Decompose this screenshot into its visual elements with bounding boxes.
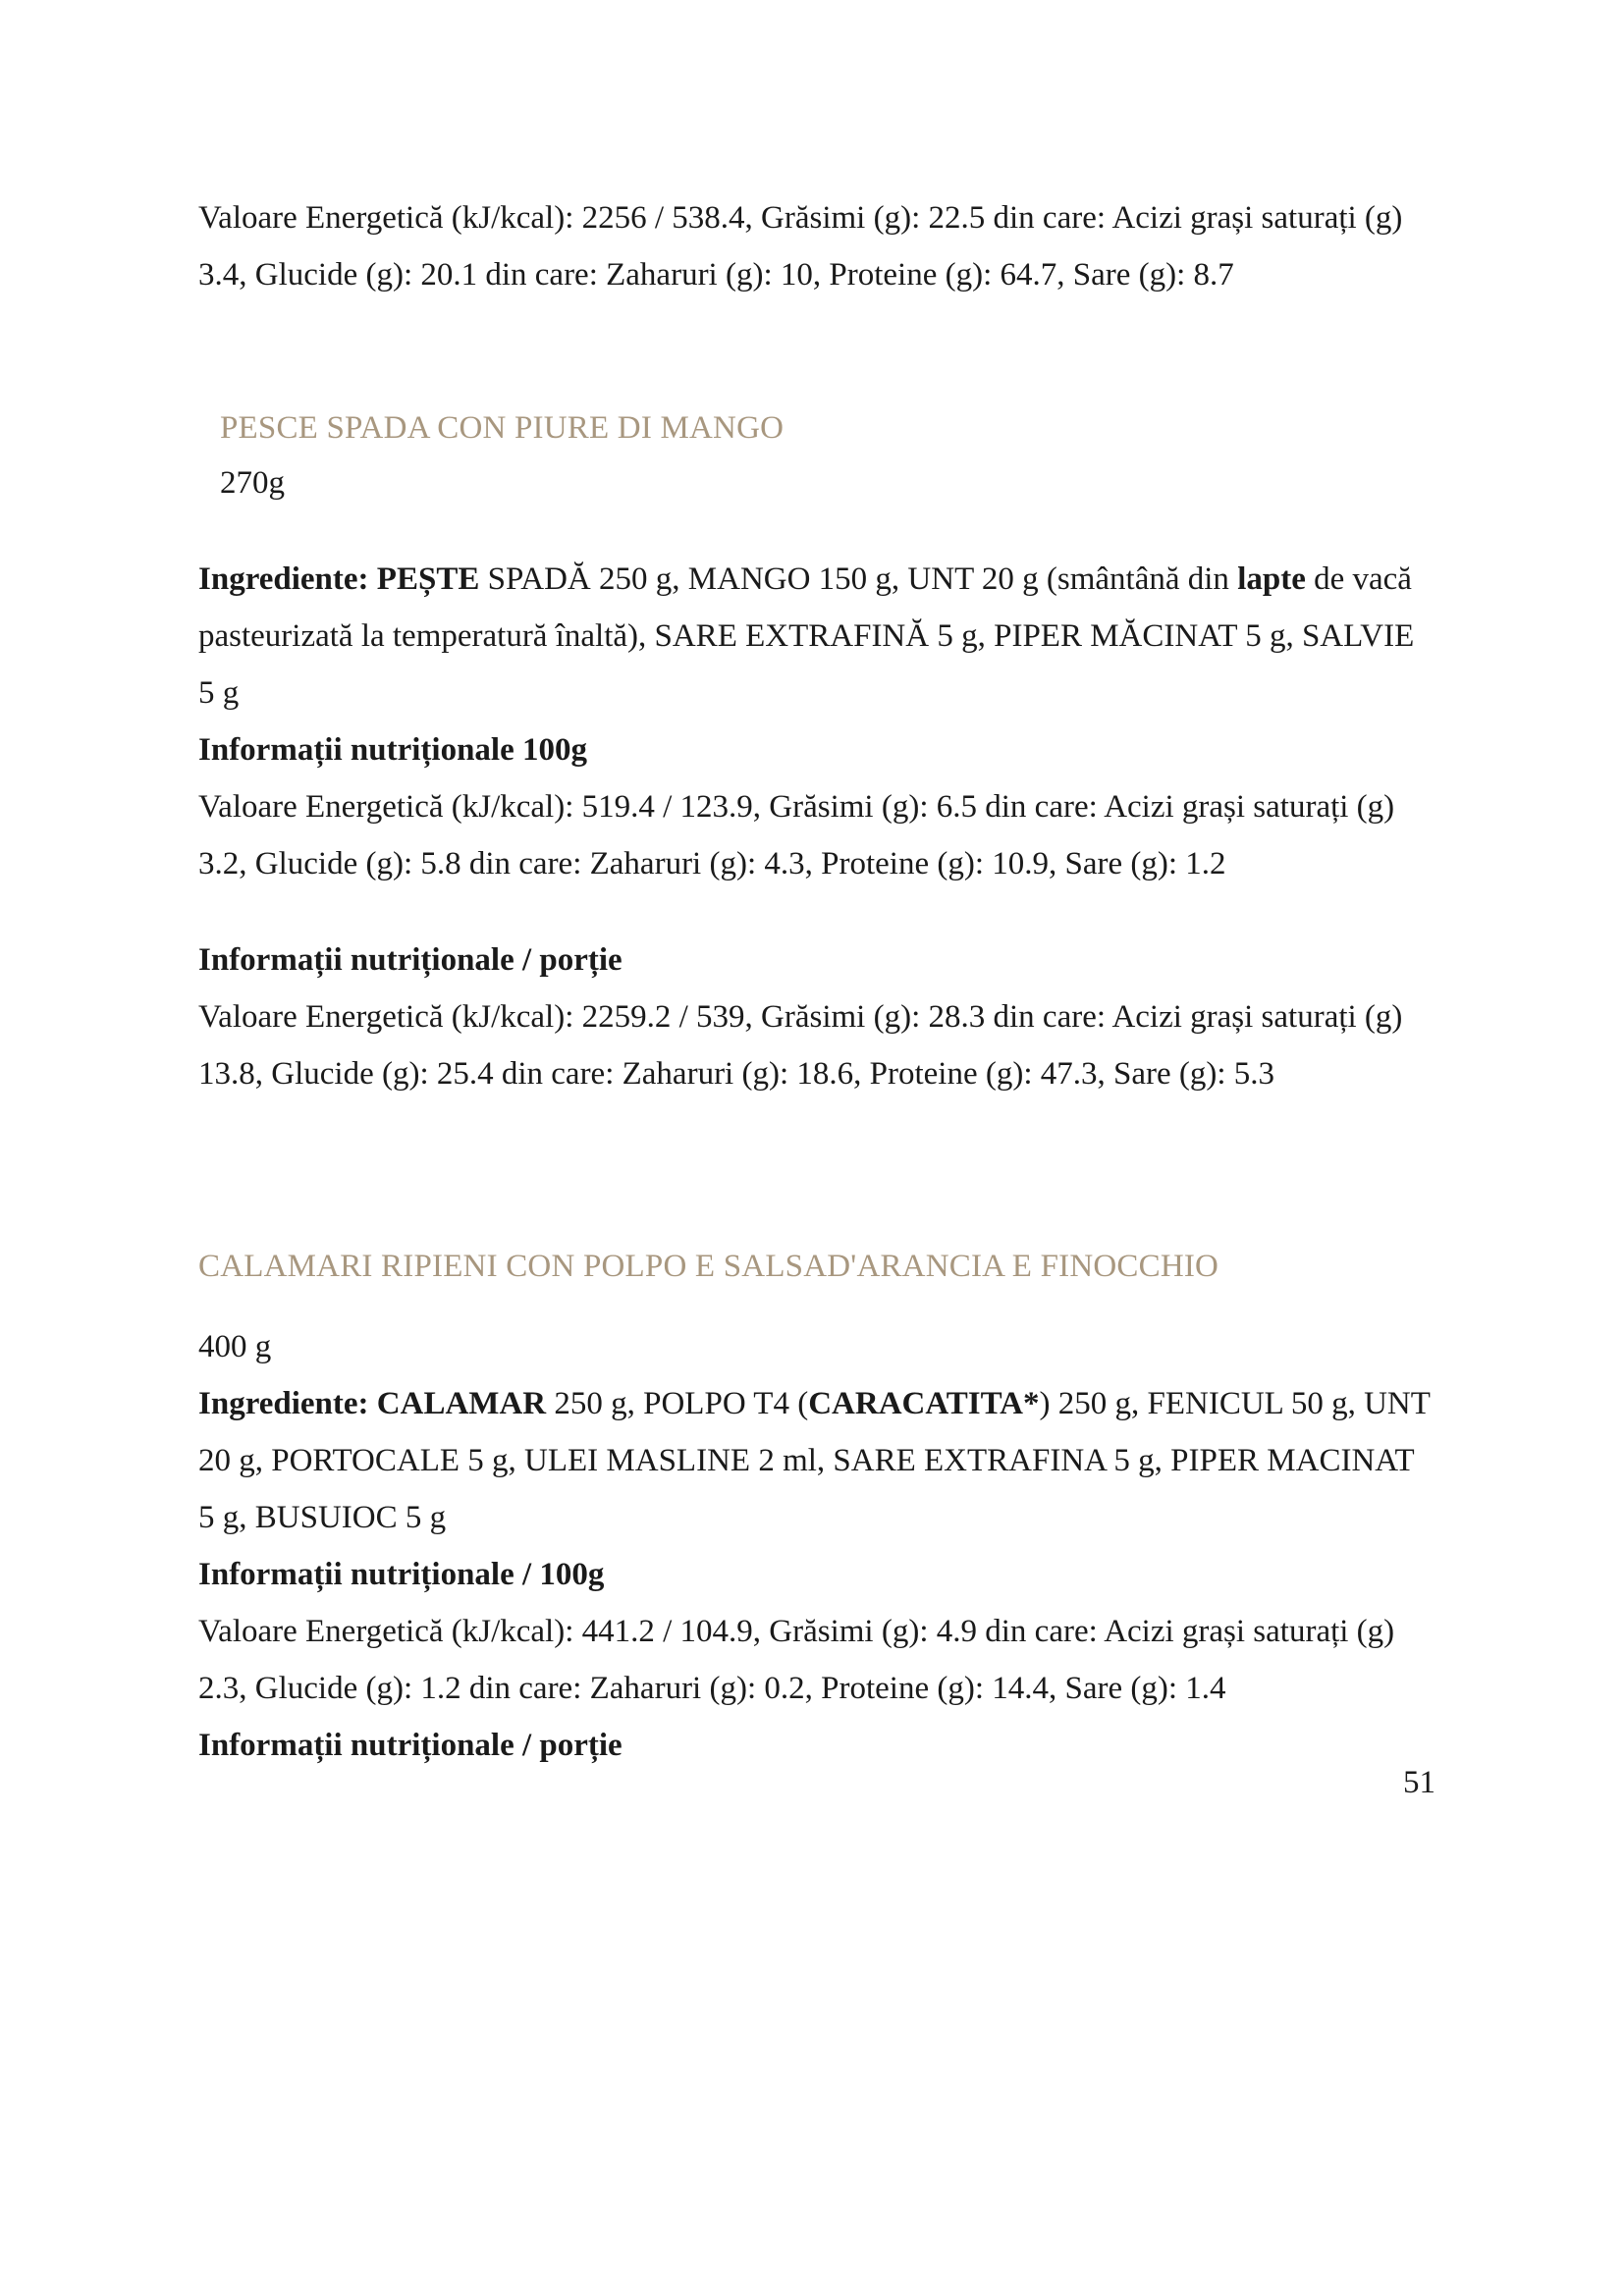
page-number: 51 [1403,1765,1435,1800]
dish1-ingredients-line-2: pasteurizată la temperatură înaltă), SARE EXTRAFINĂ 5 g, PIPER MĂCINAT 5 g, SALVIE [198,618,1415,654]
dish1-ingredients-line-1 [198,560,1412,599]
dish1-ingredients-line-3: 5 g [198,675,240,711]
dish1-weight: 270g [220,465,285,501]
dish1-nutrition-portion-line-1: Valoare Energetică (kJ/kcal): 2259.2 / 539, Grăsimi (g): 28.3 din care: Acizi grași saturați (g) [198,999,1403,1035]
dish2-nutrition-100g-line-2: 2.3, Glucide (g): 1.2 din care: Zaharuri (g): 0.2, Proteine (g): 14.4, Sare (g): 1.4 [198,1671,1226,1706]
prev-nutrition-line-1: Valoare Energetică (kJ/kcal): 2256 / 538.4, Grăsimi (g): 22.5 din care: Acizi grași saturați (g) [198,200,1403,236]
dish1-nutrition-portion-heading: Informații nutriționale / porție [198,942,623,978]
ingredients-label: Ingrediente: [198,561,369,597]
dish2-nutrition-portion-heading: Informații nutriționale / porție [198,1728,623,1763]
ingredients-label: Ingrediente: [198,1386,369,1421]
dish1-nutrition-portion-line-2: 13.8, Glucide (g): 25.4 din care: Zaharuri (g): 18.6, Proteine (g): 47.3, Sare (g): 5.3 [198,1056,1275,1092]
dish1-nutrition-100g-line-2: 3.2, Glucide (g): 5.8 din care: Zaharuri (g): 4.3, Proteine (g): 10.9, Sare (g): 1.2 [198,846,1226,881]
ingredient-text: ) 250 g, FENICUL 50 g, UNT [1039,1386,1431,1421]
allergen-bold: lapte [1237,561,1306,597]
allergen-bold: CARACATITA* [808,1386,1040,1421]
ingredient-text: SPADĂ 250 g, MANGO 150 g, UNT 20 g (smântână din [479,561,1238,597]
prev-nutrition-line-2: 3.4, Glucide (g): 20.1 din care: Zaharuri (g): 10, Proteine (g): 64.7, Sare (g): 8.7 [198,257,1234,293]
ingredient-bold: PEȘTE [376,561,480,597]
dish2-ingredients-line-1 [198,1384,1431,1423]
dish2-weight: 400 g [198,1329,272,1364]
ingredient-bold: CALAMAR [376,1386,547,1421]
dish2-nutrition-100g-line-1: Valoare Energetică (kJ/kcal): 441.2 / 104.9, Grăsimi (g): 4.9 din care: Acizi grași saturați (g) [198,1614,1395,1649]
dish2-title: CALAMARI RIPIENI CON POLPO E SALSAD'ARANCIA E FINOCCHIO [198,1249,1219,1284]
dish1-title: PESCE SPADA CON PIURE DI MANGO [220,410,785,446]
dish1-nutrition-100g-heading: Informații nutriționale 100g [198,732,587,768]
dish2-ingredients-line-3: 5 g, BUSUIOC 5 g [198,1500,447,1535]
ingredient-text: de vacă [1305,561,1412,597]
dish2-ingredients-line-2: 20 g, PORTOCALE 5 g, ULEI MASLINE 2 ml, SARE EXTRAFINA 5 g, PIPER MACINAT [198,1443,1415,1478]
ingredient-text: 250 g, POLPO T4 ( [546,1386,809,1421]
dish2-nutrition-100g-heading: Informații nutriționale / 100g [198,1557,605,1592]
dish1-nutrition-100g-line-1: Valoare Energetică (kJ/kcal): 519.4 / 123.9, Grăsimi (g): 6.5 din care: Acizi grași saturați (g) [198,789,1395,825]
